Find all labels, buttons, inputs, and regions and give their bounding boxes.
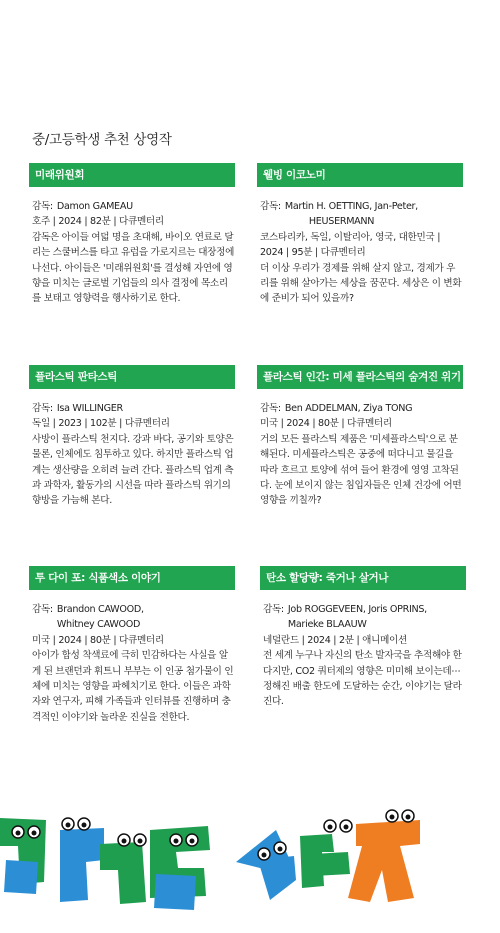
film-card — [257, 365, 463, 509]
film-description: 거의 모든 플라스틱 제품은 '미세플라스틱'으로 분해된다. 미세플라스틱은 공중에 떠다니고 물길을 따라 흐르고 토양에 섞여 들어 환경에 영영 고착된다. 눈에 보이지 않는 침입자들은 인체 건강에 어떤 영향을 끼칠까? — [260, 433, 462, 507]
film-title: 미래위원회 — [29, 163, 235, 187]
film-meta: 독일 | 2023 | 102분 | 다큐멘터리 — [32, 418, 170, 430]
director-name: Whitney CAWOOD — [56, 619, 141, 631]
logo-character-left — [0, 818, 210, 910]
director-label: 감독: — [32, 604, 53, 615]
festival-logo — [0, 790, 500, 933]
director-name: Isa WILLINGER — [56, 403, 123, 414]
director-name: Brandon CAWOOD, — [56, 604, 144, 615]
director-name: Job ROGGEVEEN, Joris OPRINS, — [287, 604, 427, 615]
film-title: 웰빙 이코노미 — [257, 163, 463, 187]
film-meta: 미국 | 2024 | 80분 | 다큐멘터리 — [32, 634, 164, 646]
film-description: 더 이상 우리가 경제를 위해 살지 않고, 경제가 우리를 위해 살아가는 세상을 꿈꾼다. 세상은 이 변화에 준비가 되어 있을까? — [260, 262, 462, 305]
film-description: 감독은 아이들 여덟 명을 초대해, 바이오 연료로 달리는 스쿨버스를 타고 유럽을 가로지르는 대장정에 나선다. 아이들은 '미래위원회'를 결성해 자연에 영향을 미치는 글로벌 기업들의 의사 결정에 목소리를 보태고 영향력을 행사하기로 한다. — [32, 231, 235, 305]
logo-character-right — [236, 810, 420, 902]
film-meta: 네덜란드 | 2024 | 2분 | 애니메이션 — [263, 634, 407, 646]
director-label: 감독: — [32, 201, 53, 212]
film-card — [29, 365, 235, 509]
film-meta: 호주 | 2024 | 82분 | 다큐멘터리 — [32, 216, 164, 228]
film-title: 플라스틱 판타스틱 — [29, 365, 235, 389]
section-title: 중/고등학생 추천 상영작 — [32, 132, 172, 148]
film-title: 플라스틱 인간: 미세 플라스틱의 숨겨진 위기 — [257, 365, 463, 389]
film-card — [29, 566, 235, 725]
film-card — [29, 163, 235, 307]
director-name: Martin H. OETTING, Jan-Peter, — [284, 201, 418, 212]
film-card — [257, 163, 463, 307]
film-description: 사방이 플라스틱 천지다. 강과 바다, 공기와 토양은 물론, 인체에도 침투하고 있다. 하지만 플라스틱 업계는 생산량을 오히려 늘려 간다. 플라스틱 업계 측과 과학자, 활동가의 시선을 따라 플라스틱 위기의 향방을 가늠해 본다. — [32, 433, 234, 507]
director-name: HEUSERMANN — [308, 216, 375, 228]
film-description: 아이가 합성 착색료에 극히 민감하다는 사실을 알게 된 브랜던과 휘트니 부부는 이 인공 첨가물이 인체에 미치는 영향을 파헤치기로 한다. 이들은 과학자와 연구자, 피해 가족들과 인터뷰를 진행하며 충격적인 이야기와 놀라운 진실을 전한다. — [32, 650, 234, 723]
director-label: 감독: — [263, 604, 284, 615]
film-title: 투 다이 포: 식품색소 이야기 — [29, 566, 235, 590]
film-meta: 미국 | 2024 | 80분 | 다큐멘터리 — [260, 418, 392, 430]
film-meta: 코스타리카, 독일, 이탈리아, 영국, 대한민국 | 2024 | 95분 | 다큐멘터리 — [260, 231, 441, 259]
film-description: 전 세계 누구나 자신의 탄소 발자국을 추적해야 한다지만, CO2 쿼터제의 영향은 미미해 보이는데⋯ 정해진 배출 한도에 도달하는 순간, 이야기는 달라진다. — [263, 650, 462, 708]
film-title: 탄소 할당량: 죽거나 살거나 — [260, 566, 466, 590]
director-label: 감독: — [260, 201, 281, 212]
director-name: Ben ADDELMAN, Ziya TONG — [284, 403, 413, 414]
film-card — [260, 566, 466, 710]
director-name: Marieke BLAAUW — [287, 619, 367, 631]
director-label: 감독: — [260, 403, 281, 414]
director-name: Damon GAMEAU — [56, 201, 133, 212]
director-label: 감독: — [32, 403, 53, 414]
